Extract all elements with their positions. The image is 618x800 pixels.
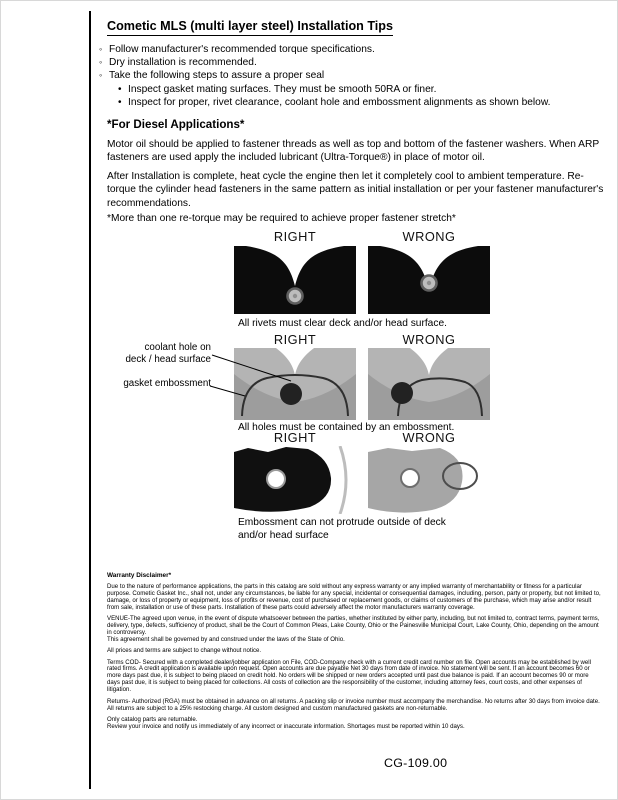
diesel-applications-heading: *For Diesel Applications* [107, 118, 245, 131]
caption-row3 [238, 517, 446, 542]
right-label-row2: RIGHT [273, 332, 317, 347]
embossment-right-diagram [234, 446, 356, 514]
legal-paragraph: All prices and terms are subject to change without notice. [107, 647, 262, 655]
diesel-paragraph-2: After Installation is complete, heat cycle the engine then let it completely cool to ambient temperature. Re-torque the cylinder head fasteners in the same pattern as initial installation or per your fastener manufacturer's recommendations. [107, 171, 604, 209]
bullet-icon: ◦ [99, 57, 103, 68]
tip-item [99, 43, 604, 56]
tip-item [99, 56, 604, 69]
legal-paragraph: This agreement shall be governed by and construed under the laws of the State of Ohio. [107, 635, 345, 643]
retorque-note: *More than one re-torque may be required to achieve proper fastener stretch* [107, 213, 456, 224]
caption-row3-line2: and/or head surface [238, 529, 329, 541]
right-label-row1: RIGHT [273, 229, 317, 244]
wrong-label-row2: WRONG [402, 332, 456, 347]
tip-item-text: Follow manufacturer's recommended torque specifications. [109, 44, 375, 55]
tip-sub-item [99, 96, 604, 109]
callout-pointer-lines [206, 347, 298, 401]
bullet-icon: ◦ [99, 44, 103, 54]
page-code: CG-109.00 [384, 756, 448, 770]
legal-paragraph: Review your invoice and notify us immediately of any incorrect or inaccurate information. Shortages must be reported within 10 days. [107, 722, 465, 730]
legal-paragraph: Due to the nature of performance applications, the parts in this catalog are sold without any express warranty or any implied warranty of merchantability or fitness for a particular purpose. Cometic Gasket Inc., shall not, under any circumstances, be liable for any special, incidental or consequential damages, including, person, party or property, but not limited to, damage, or loss of property or equipment, loss of profits or revenue, cost of purchased or replacement goods, or claims of customers of the purchase, which may arise and/or result from sale, installation or use of these parts. Installation of these parts could adversely affect the motor manufacturers warranty coverage. [107, 582, 601, 611]
coolant-hole-callout-line1: coolant hole on [144, 342, 211, 353]
caption-row1: All rivets must clear deck and/or head surface. [238, 318, 447, 329]
installation-tips-list [99, 43, 604, 109]
tip-sub-item-text: Inspect gasket mating surfaces. They must be smooth 50RA or finer. [128, 83, 437, 95]
page-title-text: Cometic MLS (multi layer steel) Installation Tips [107, 19, 393, 36]
right-label-row3: RIGHT [273, 430, 317, 445]
coolant-hole-callout [125, 342, 211, 365]
coolant-wrong-diagram [368, 348, 490, 420]
legal-paragraph: Terms COD- Secured with a completed dealer/jobber application on File, COD-Company check with a current credit card number on file. Open accounts may be established by well rated firms. A credit application is available upon request. Open accounts are due payable Net 30 days from date of invoice. No statement will be sent. If an account becomes 60 or more days past due, it is subject to being placed on credit hold. No orders will be shipped or new orders accepted until past due balance is paid. If an account becomes 90 or more days past due, it is subject to being placed for collections. All costs of collection are the responsibility of the customer, including attorney fees, court costs, and other expenses of litigation. [107, 658, 592, 694]
wrong-label-row1: WRONG [402, 229, 456, 244]
legal-paragraph: Returns- Authorized (RGA) must be obtained in advance on all returns. A packing slip or invoice number must accompany the merchandise. No returns after 30 days from invoice date. All returns are subject to a 25% restocking charge. All custom designed and custom manufactured gaskets are non-returnable. [107, 697, 600, 712]
coolant-hole-callout-line2: deck / head surface [125, 353, 211, 365]
gasket-embossment-callout: gasket embossment [123, 378, 211, 389]
warranty-disclaimer-heading: Warranty Disclaimer* [107, 572, 172, 579]
bullet-icon: ◦ [99, 70, 103, 81]
tip-sub-item-text: Inspect for proper, rivet clearance, coolant hole and embossment alignments as shown below. [128, 96, 551, 108]
left-border-rule [89, 11, 91, 789]
legal-paragraph: VENUE-The agreed upon venue, in the event of dispute whatsoever between the parties, whether instituted by either party, including, but not limited to, contract terms, payment terms, delivery, type, defects, sufficiency of product, shall be the Court of Common Pleas, Lake County, Ohio or the Painesville Municipal Court, Lake County, Ohio, depending on the amount in controversy. [107, 615, 600, 636]
bullet-icon: • [118, 83, 122, 95]
bullet-icon: • [118, 96, 122, 108]
page-title [107, 19, 393, 33]
caption-row2: All holes must be contained by an embossment. [238, 422, 455, 433]
rivet-wrong-diagram [368, 246, 490, 314]
legal-section [107, 573, 601, 735]
tip-item-text: Take the following steps to assure a proper seal [109, 70, 325, 82]
diesel-paragraph-1: Motor oil should be applied to fastener threads as well as top and bottom of the fastener washers. When ARP fasteners are used apply the included lubricant (Ultra-Torque®) in place of motor oil. [107, 139, 599, 164]
tip-item [99, 69, 604, 82]
embossment-wrong-diagram [368, 446, 490, 514]
tip-sub-item [99, 83, 604, 96]
legal-paragraph: Only catalog parts are returnable. [107, 715, 198, 723]
rivet-right-diagram [234, 246, 356, 314]
wrong-label-row3: WRONG [402, 430, 456, 445]
caption-row3-line1: Embossment can not protrude outside of deck [238, 517, 446, 528]
tip-item-text: Dry installation is recommended. [109, 57, 257, 69]
